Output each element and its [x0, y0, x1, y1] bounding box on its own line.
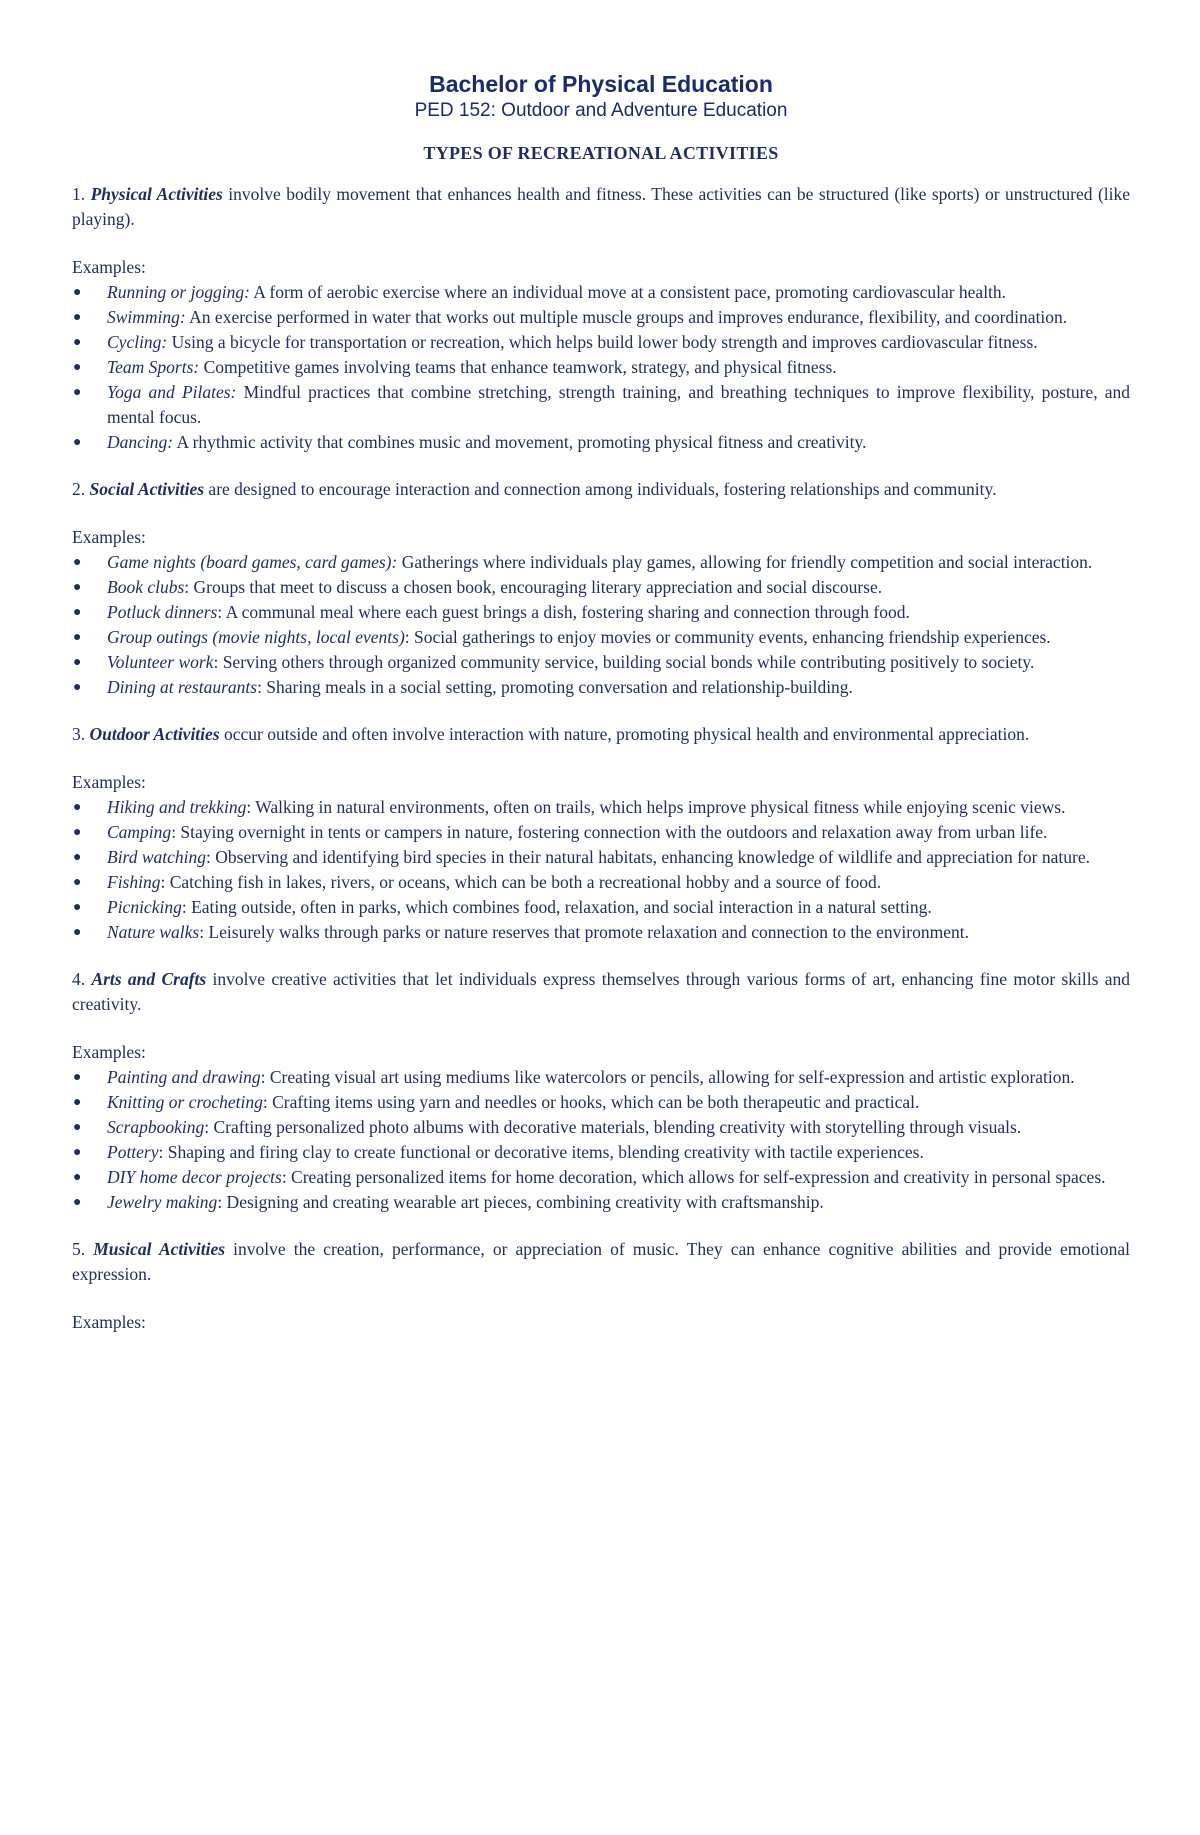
examples-label: Examples:	[72, 527, 146, 547]
list-item	[72, 280, 1130, 305]
list-item	[72, 920, 1130, 945]
item-text: Competitive games involving teams that enhance teamwork, strategy, and physical fitness.	[203, 357, 837, 377]
bullet-icon: ●	[73, 680, 82, 695]
item-term: Nature walks	[107, 922, 200, 942]
list-item	[72, 1165, 1130, 1190]
list-item	[72, 575, 1130, 600]
item-text: : Social gatherings to enjoy movies or community events, enhancing friendship experiences.	[404, 627, 1051, 647]
item-term: DIY home decor projects	[107, 1167, 282, 1187]
section-name: Outdoor Activities	[89, 724, 220, 744]
item-term: Jewelry making	[107, 1192, 218, 1212]
examples-label: Examples:	[72, 1042, 146, 1062]
section-description: involve bodily movement that enhances health and fitness. These activities can be structured (like sports) or unstructured (like playing).	[72, 184, 1131, 229]
item-term: Camping	[107, 822, 172, 842]
item-text: : Leisurely walks through parks or nature reserves that promote relaxation and connection to the environment.	[199, 922, 969, 942]
item-text: : Creating personalized items for home decoration, which allows for self-expression and creativity in personal spaces.	[281, 1167, 1106, 1187]
item-term: Yoga and Pilates:	[107, 382, 237, 402]
bullet-icon: ●	[73, 285, 82, 300]
item-term: Dining at restaurants	[107, 677, 258, 697]
list-item	[72, 600, 1130, 625]
item-term: Potluck dinners	[107, 602, 218, 622]
list-item	[72, 675, 1130, 700]
examples-list	[72, 550, 1130, 700]
section-intro	[72, 1237, 1130, 1287]
section-intro	[72, 967, 1130, 1017]
item-text: : Observing and identifying bird species in their natural habitats, enhancing knowledge of wildlife and appreciation for nature.	[206, 847, 1090, 867]
list-item	[72, 1140, 1130, 1165]
item-text: A rhythmic activity that combines music and movement, promoting physical fitness and creativity.	[176, 432, 867, 452]
bullet-icon: ●	[73, 850, 82, 865]
item-text: Using a bicycle for transportation or recreation, which helps build lower body strength and improves cardiovascular fitness.	[171, 332, 1038, 352]
list-item	[72, 355, 1130, 380]
list-item	[72, 305, 1130, 330]
item-text: Gatherings where individuals play games, allowing for friendly competition and social interaction.	[401, 552, 1093, 572]
item-text: : Sharing meals in a social setting, promoting conversation and relationship-building.	[257, 677, 853, 697]
bullet-icon: ●	[73, 310, 82, 325]
list-item	[72, 1090, 1130, 1115]
section-description: are designed to encourage interaction and connection among individuals, fostering relationships and community.	[208, 479, 997, 499]
section-description: occur outside and often involve interaction with nature, promoting physical health and environmental appreciation.	[224, 724, 1030, 744]
section-name: Arts and Crafts	[91, 969, 207, 989]
item-term: Dancing:	[107, 432, 174, 452]
item-text: : A communal meal where each guest brings a dish, fostering sharing and connection through food.	[217, 602, 910, 622]
section-number: 5.	[72, 1239, 86, 1259]
bullet-icon: ●	[73, 825, 82, 840]
bullet-icon: ●	[73, 1120, 82, 1135]
bullet-icon: ●	[73, 1070, 82, 1085]
item-term: Knitting or crocheting	[107, 1092, 263, 1112]
section-name: Social Activities	[89, 479, 205, 499]
item-term: Bird watching	[107, 847, 207, 867]
list-item	[72, 845, 1130, 870]
document-title: Bachelor of Physical Education	[429, 71, 773, 97]
bullet-icon: ●	[73, 875, 82, 890]
list-item	[72, 895, 1130, 920]
bullet-icon: ●	[73, 1145, 82, 1160]
item-text: : Shaping and firing clay to create functional or decorative items, blending creativity with tactile experiences.	[158, 1142, 924, 1162]
bullet-icon: ●	[73, 630, 82, 645]
item-text: : Creating visual art using mediums like watercolors or pencils, allowing for self-expression and artistic exploration.	[260, 1067, 1075, 1087]
item-term: Scrapbooking	[107, 1117, 205, 1137]
item-term: Volunteer work	[107, 652, 214, 672]
examples-label: Examples:	[72, 772, 146, 792]
item-text: An exercise performed in water that works out multiple muscle groups and improves endurance, flexibility, and coordination.	[189, 307, 1068, 327]
item-text: : Serving others through organized community service, building social bonds while contributing positively to society.	[213, 652, 1035, 672]
item-term: Picnicking	[107, 897, 182, 917]
list-item	[72, 870, 1130, 895]
section-intro	[72, 182, 1130, 232]
activity-section	[72, 477, 1130, 700]
list-item	[72, 1190, 1130, 1215]
activity-sections	[72, 182, 1130, 1335]
section-number: 1.	[72, 184, 86, 204]
list-item	[72, 330, 1130, 355]
item-term: Group outings (movie nights, local events)	[107, 627, 405, 647]
examples-list	[72, 1065, 1130, 1215]
item-text: : Crafting items using yarn and needles or hooks, which can be both therapeutic and practical.	[262, 1092, 920, 1112]
item-term: Cycling:	[107, 332, 168, 352]
item-text: : Groups that meet to discuss a chosen book, encouraging literary appreciation and social discourse.	[184, 577, 883, 597]
item-term: Pottery	[107, 1142, 159, 1162]
examples-list	[72, 795, 1130, 945]
bullet-icon: ●	[73, 385, 82, 400]
list-item	[72, 1065, 1130, 1090]
section-name: Physical Activities	[90, 184, 223, 204]
section-heading: TYPES OF RECREATIONAL ACTIVITIES	[423, 143, 779, 163]
activity-section	[72, 182, 1130, 455]
section-intro	[72, 477, 1130, 502]
activity-section	[72, 722, 1130, 945]
course-subtitle: PED 152: Outdoor and Adventure Education	[414, 100, 788, 121]
section-description: involve the creation, performance, or appreciation of music. They can enhance cognitive abilities and provide emotional expression.	[72, 1239, 1130, 1284]
list-item	[72, 820, 1130, 845]
list-item	[72, 625, 1130, 650]
section-number: 2.	[72, 479, 86, 499]
list-item	[72, 1115, 1130, 1140]
item-term: Painting and drawing	[107, 1067, 261, 1087]
item-term: Swimming:	[107, 307, 186, 327]
activity-section	[72, 967, 1130, 1215]
bullet-icon: ●	[73, 580, 82, 595]
activity-section	[72, 1237, 1130, 1335]
bullet-icon: ●	[73, 1170, 82, 1185]
bullet-icon: ●	[73, 1095, 82, 1110]
item-text: : Staying overnight in tents or campers in nature, fostering connection with the outdoors and relaxation away from urban life.	[171, 822, 1048, 842]
bullet-icon: ●	[73, 655, 82, 670]
list-item	[72, 795, 1130, 820]
item-text: : Catching fish in lakes, rivers, or oceans, which can be both a recreational hobby and a source of food.	[160, 872, 882, 892]
examples-list	[72, 280, 1130, 455]
item-text: Mindful practices that combine stretching, strength training, and breathing techniques to improve flexibility, posture, and mental focus.	[107, 382, 1131, 427]
item-term: Team Sports:	[107, 357, 200, 377]
section-number: 3.	[72, 724, 86, 744]
item-text: : Crafting personalized photo albums with decorative materials, blending creativity with storytelling through visuals.	[204, 1117, 1022, 1137]
document-page	[72, 70, 1130, 1357]
bullet-icon: ●	[73, 555, 82, 570]
bullet-icon: ●	[73, 435, 82, 450]
section-intro	[72, 722, 1130, 747]
examples-label: Examples:	[72, 257, 146, 277]
list-item	[72, 550, 1130, 575]
bullet-icon: ●	[73, 360, 82, 375]
item-text: A form of aerobic exercise where an individual move at a consistent pace, promoting cardiovascular health.	[253, 282, 1007, 302]
bullet-icon: ●	[73, 925, 82, 940]
bullet-icon: ●	[73, 800, 82, 815]
item-term: Hiking and trekking	[107, 797, 247, 817]
bullet-icon: ●	[73, 335, 82, 350]
list-item	[72, 650, 1130, 675]
item-text: : Eating outside, often in parks, which combines food, relaxation, and social interaction in a natural setting.	[181, 897, 932, 917]
bullet-icon: ●	[73, 605, 82, 620]
list-item	[72, 430, 1130, 455]
section-number: 4.	[72, 969, 86, 989]
section-description: involve creative activities that let individuals express themselves through various forms of art, enhancing fine motor skills and creativity.	[72, 969, 1131, 1014]
item-term: Game nights (board games, card games):	[107, 552, 398, 572]
item-text: : Designing and creating wearable art pieces, combining creativity with craftsmanship.	[217, 1192, 824, 1212]
item-text: : Walking in natural environments, often on trails, which helps improve physical fitness while enjoying scenic views.	[246, 797, 1066, 817]
bullet-icon: ●	[73, 1195, 82, 1210]
bullet-icon: ●	[73, 900, 82, 915]
list-item	[72, 380, 1130, 430]
examples-label: Examples:	[72, 1312, 146, 1332]
item-term: Running or jogging:	[107, 282, 250, 302]
item-term: Fishing	[107, 872, 161, 892]
item-term: Book clubs	[107, 577, 185, 597]
section-name: Musical Activities	[93, 1239, 226, 1259]
